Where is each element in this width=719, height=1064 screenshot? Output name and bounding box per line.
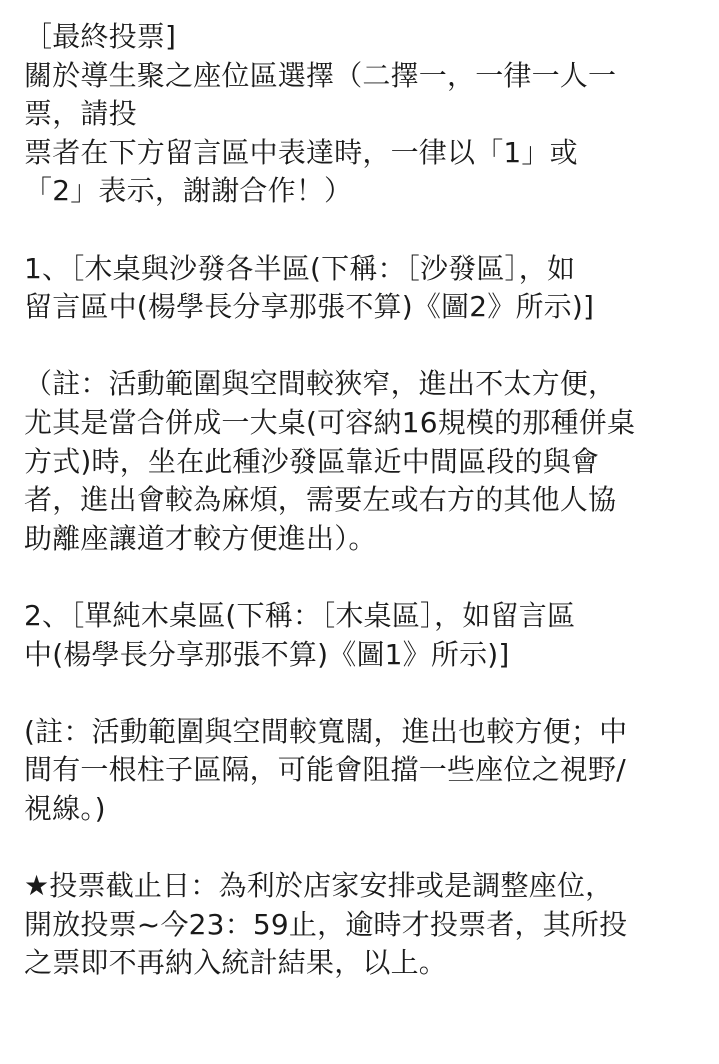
paragraph-gap	[24, 211, 704, 250]
intro-line: 關於導生聚之座位區選擇（二擇一，一律一人一	[24, 58, 617, 92]
option-2-note: (註：活動範圍與空間較寬闊，進出也較方便；中	[24, 714, 628, 748]
paragraph-gap	[24, 828, 704, 867]
option-2-heading: 中(楊學長分享那張不算)《圖1》所示)]	[24, 637, 510, 671]
option-1-heading: 留言區中(楊學長分享那張不算)《圖2》所示)]	[24, 290, 595, 324]
post-body	[24, 18, 704, 983]
option-1-heading: 1、［木桌與沙發各半區(下稱：［沙發區］，如	[24, 251, 576, 285]
paragraph-gap	[24, 674, 704, 713]
intro-line: 票者在下方留言區中表達時，一律以「1」或	[24, 135, 578, 169]
intro-line: 「2」表示，謝謝合作！）	[24, 174, 353, 208]
option-1-note: 助離座讓道才較方便進出）。	[24, 521, 377, 555]
paragraph-gap	[24, 327, 704, 366]
option-2-heading: 2、［單純木桌區(下稱：［木桌區］，如留言區	[24, 598, 576, 632]
deadline-note: ★投票截止日：為利於店家安排或是調整座位，	[24, 869, 614, 903]
option-1-note: 尤其是當合併成一大桌(可容納16規模的那種併桌	[24, 405, 636, 439]
option-1-note: 者，進出會較為麻煩，需要左或右方的其他人協	[24, 483, 617, 517]
deadline-note: 之票即不再納入統計結果，以上。	[24, 946, 448, 980]
post-title: ［最終投票]	[24, 20, 177, 53]
option-1-note: 方式)時，坐在此種沙發區靠近中間區段的與會	[24, 444, 600, 478]
option-2-note: 視線。)	[24, 791, 106, 825]
deadline-note: 開放投票~今23：59止，逾時才投票者，其所投	[24, 907, 628, 941]
option-1-note: （註：活動範圍與空間較狹窄，進出不太方便，	[24, 367, 617, 401]
paragraph-gap	[24, 558, 704, 597]
option-2-note: 間有一根柱子區隔，可能會阻擋一些座位之視野/	[24, 753, 626, 787]
intro-line: 票，請投	[24, 97, 137, 131]
